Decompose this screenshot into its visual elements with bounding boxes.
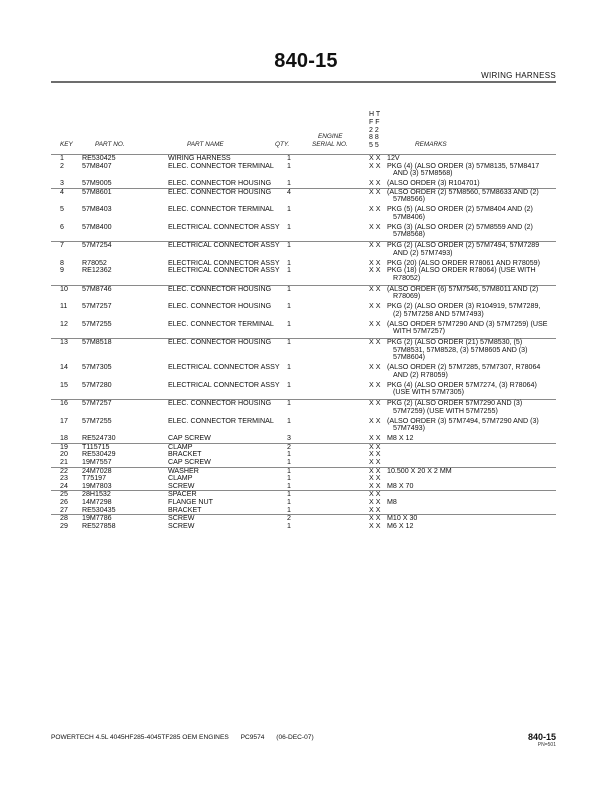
table-row (51, 475, 556, 483)
remark-line: (ALSO ORDER 57M7290 AND (3) 57M7259) (USE (387, 319, 548, 328)
remark-line: M6 X 12 (387, 521, 414, 530)
row-remarks (387, 491, 557, 499)
remark-line: (ALSO ORDER (3) R104701) (387, 179, 480, 188)
remark-line: (ALSO ORDER (2) 57M8560, 57M8633 AND (2) (387, 187, 539, 196)
remark-line: 57M7259) (USE WITH 57M7255) (393, 406, 498, 415)
table-row (51, 163, 556, 178)
row-part-number: 19M7557 (82, 457, 112, 466)
row-quantity: 1 (287, 466, 291, 475)
remark-line: PKG (18) (ALSO ORDER R78064) (USE WITH (387, 266, 536, 275)
remark-line: M8 (387, 497, 397, 506)
table-row (51, 435, 556, 443)
remark-line: 10.500 X 20 X 2 MM (387, 466, 452, 475)
row-quantity: 1 (287, 222, 291, 231)
table-row (51, 490, 556, 499)
row-part-name: ELEC. CONNECTOR TERMINAL (168, 161, 274, 170)
row-remarks (387, 286, 557, 301)
row-model-applicability: X X (369, 434, 381, 443)
row-model-applicability: X X (369, 363, 381, 372)
header-model-columns: H T F F 2 2 8 8 5 5 (369, 111, 381, 150)
row-model-applicability: X X (369, 338, 381, 347)
table-row (51, 483, 556, 491)
row-part-number: 19M7803 (82, 481, 112, 490)
row-part-number: 57M7254 (82, 241, 112, 250)
row-part-number: T115715 (82, 442, 110, 451)
row-remarks (387, 435, 557, 443)
row-key: 17 (60, 416, 68, 425)
header-key: KEY (60, 141, 73, 148)
row-part-number: RE530429 (82, 450, 116, 459)
section-title: WIRING HARNESS (481, 71, 556, 80)
table-row (51, 418, 556, 433)
row-part-number: RE527858 (82, 521, 116, 530)
row-key: 13 (60, 338, 68, 347)
footer-doc-title: POWERTECH 4.5L 4045HF285-4045TF285 OEM ENGINES (51, 734, 229, 741)
table-row (51, 382, 556, 397)
row-part-number: 57M7280 (82, 380, 112, 389)
remark-line: PKG (2) (ALSO ORDER (3) R104919, 57M7289, (387, 302, 541, 311)
row-part-name: ELEC. CONNECTOR TERMINAL (168, 416, 274, 425)
row-model-applicability: X X (369, 505, 381, 514)
row-part-number: 57M8400 (82, 222, 112, 231)
row-model-applicability: X X (369, 179, 381, 188)
remark-line: (ALSO ORDER (3) 57M7494, 57M7290 AND (3) (387, 416, 539, 425)
remark-line: AND (2) 57M7493) (393, 248, 453, 257)
row-model-applicability: X X (369, 457, 381, 466)
remark-line: (ALSO ORDER (2) 57M7285, 57M7307, R78064 (387, 363, 541, 372)
row-part-name: CLAMP (168, 442, 193, 451)
header-part-no: PART NO. (95, 141, 125, 148)
remark-line: R78052) (393, 273, 421, 282)
row-remarks (387, 468, 557, 476)
row-model-applicability: X X (369, 466, 381, 475)
row-part-number: RE530435 (82, 505, 116, 514)
remark-line: (2) 57M7258 AND 57M7493) (393, 309, 484, 318)
remark-line: 57M8568) (393, 230, 425, 239)
row-part-number: RE12362 (82, 266, 112, 275)
row-remarks (387, 483, 557, 491)
remark-line: M8 X 70 (387, 481, 414, 490)
remark-line (387, 507, 557, 515)
row-key: 3 (60, 179, 64, 188)
footer-page-number: 840-15 (527, 732, 556, 742)
remark-line: PKG (4) (ALSO ORDER (3) 57M8135, 57M8417 (387, 161, 540, 170)
remark-line: WITH 57M7257) (393, 327, 446, 336)
row-part-number: 57M8601 (82, 187, 112, 196)
row-remarks (387, 364, 557, 379)
row-remarks (387, 507, 557, 515)
table-row (51, 523, 556, 531)
header-part-name: PART NAME (187, 141, 224, 148)
footer-doc-code: PC9574 (240, 734, 265, 741)
row-key: 24 (60, 481, 68, 490)
row-quantity: 1 (287, 161, 291, 170)
remark-line: R78069) (393, 292, 421, 301)
table-row (51, 303, 556, 318)
row-model-applicability: X X (369, 187, 381, 196)
remark-line: 57M7493) (393, 424, 425, 433)
row-part-name: CAP SCREW (168, 457, 211, 466)
row-remarks (387, 303, 557, 318)
table-row (51, 459, 556, 467)
remark-line (387, 459, 557, 467)
row-quantity: 1 (287, 416, 291, 425)
row-key: 4 (60, 187, 64, 196)
row-key: 28 (60, 514, 68, 523)
row-key: 25 (60, 490, 68, 499)
remark-line: AND (2) R78059) (393, 370, 448, 379)
remark-line: PKG (5) (ALSO ORDER (2) 57M8404 AND (2) (387, 205, 533, 214)
row-part-name: ELECTRICAL CONNECTOR ASSY (168, 363, 280, 372)
row-quantity: 1 (287, 474, 291, 483)
remark-line: 57M8604) (393, 353, 425, 362)
remark-line: PKG (3) (ALSO ORDER (2) 57M8559 AND (2) (387, 222, 533, 231)
header-serial-no: SERIAL NO. (312, 141, 348, 148)
row-quantity: 1 (287, 490, 291, 499)
row-remarks (387, 189, 557, 204)
row-key: 27 (60, 505, 68, 514)
row-part-number: 28H1532 (82, 490, 111, 499)
row-remarks (387, 444, 557, 452)
row-part-name: ELEC. CONNECTOR HOUSING (168, 302, 272, 311)
row-quantity: 1 (287, 241, 291, 250)
row-part-name: ELEC. CONNECTOR TERMINAL (168, 205, 274, 214)
row-remarks (387, 400, 557, 415)
row-key: 15 (60, 380, 68, 389)
footer-pn: PN=501 (537, 742, 556, 748)
row-part-name: SPACER (168, 490, 197, 499)
remark-line: (ALSO ORDER (6) 57M7546, 57M8011 AND (2) (387, 284, 539, 293)
remark-line: 12V (387, 154, 400, 162)
row-key: 18 (60, 434, 68, 443)
table-row (51, 499, 556, 507)
table-row (51, 399, 556, 415)
row-key: 23 (60, 474, 68, 483)
remark-line: PKG (2) (ALSO ORDER (2) 57M7494, 57M7289 (387, 241, 540, 250)
remark-line: PKG (2) (ALSO ORDER 57M7290 AND (3) (387, 399, 523, 408)
row-part-name: FLANGE NUT (168, 497, 213, 506)
table-row (51, 285, 556, 301)
remark-line (387, 444, 557, 452)
row-model-applicability: X X (369, 416, 381, 425)
row-remarks (387, 267, 557, 282)
row-part-name: ELECTRICAL CONNECTOR ASSY (168, 258, 280, 267)
table-row (51, 338, 556, 362)
row-key: 10 (60, 284, 68, 293)
row-part-number: RE530425 (82, 154, 116, 162)
row-quantity: 1 (287, 505, 291, 514)
table-row (51, 507, 556, 515)
table-row (51, 364, 556, 379)
row-key: 9 (60, 266, 64, 275)
row-model-applicability: X X (369, 319, 381, 328)
remark-line: M8 X 12 (387, 434, 414, 443)
row-quantity: 4 (287, 187, 291, 196)
row-key: 12 (60, 319, 68, 328)
row-part-number: 57M8403 (82, 205, 112, 214)
remark-line: PKG (20) (ALSO ORDER R78061 AND R78059) (387, 258, 540, 267)
table-row (51, 451, 556, 459)
row-remarks (387, 206, 557, 221)
remark-line: 57M8566) (393, 195, 425, 204)
row-key: 14 (60, 363, 68, 372)
row-quantity: 1 (287, 258, 291, 267)
row-quantity: 2 (287, 514, 291, 523)
row-part-name: CLAMP (168, 474, 193, 483)
remark-line: PKG (4) (ALSO ORDER 57M7274, (3) R78064) (387, 380, 537, 389)
row-remarks (387, 339, 557, 362)
row-remarks (387, 523, 557, 531)
row-part-name: ELEC. CONNECTOR HOUSING (168, 187, 272, 196)
row-part-number: 57M7305 (82, 363, 112, 372)
row-part-name: WASHER (168, 466, 199, 475)
row-part-number: 57M8746 (82, 284, 112, 293)
row-model-applicability: X X (369, 161, 381, 170)
row-part-number: 57M8407 (82, 161, 112, 170)
row-quantity: 1 (287, 284, 291, 293)
row-part-number: 57M8518 (82, 338, 112, 347)
row-model-applicability: X X (369, 474, 381, 483)
row-part-name: ELEC. CONNECTOR HOUSING (168, 399, 272, 408)
remark-line: 57M8531, 57M8528, (3) 57M8605 AND (3) (393, 345, 528, 354)
row-quantity: 1 (287, 154, 291, 162)
header-remarks: REMARKS (415, 141, 447, 148)
row-model-applicability: X X (369, 266, 381, 275)
row-quantity: 1 (287, 497, 291, 506)
row-model-applicability: X X (369, 241, 381, 250)
header-qty: QTY. (275, 141, 290, 148)
row-part-name: ELEC. CONNECTOR HOUSING (168, 179, 272, 188)
remark-line: 57M8406) (393, 212, 425, 221)
row-quantity: 1 (287, 302, 291, 311)
row-quantity: 1 (287, 338, 291, 347)
row-key: 21 (60, 457, 68, 466)
row-model-applicability: X X (369, 521, 381, 530)
row-part-name: ELEC. CONNECTOR TERMINAL (168, 319, 274, 328)
remark-line (387, 491, 557, 499)
row-key: 16 (60, 399, 68, 408)
row-part-number: 19M7786 (82, 514, 112, 523)
row-model-applicability: X X (369, 222, 381, 231)
row-key: 11 (60, 302, 68, 311)
row-key: 8 (60, 258, 64, 267)
row-part-number: 14M7298 (82, 497, 112, 506)
row-part-number: 57M7255 (82, 319, 112, 328)
row-quantity: 1 (287, 266, 291, 275)
row-remarks (387, 163, 557, 178)
row-model-applicability: X X (369, 302, 381, 311)
row-remarks (387, 418, 557, 433)
remark-line: M10 X 30 (387, 514, 418, 523)
table-row (51, 206, 556, 221)
row-key: 2 (60, 161, 64, 170)
row-key: 7 (60, 241, 64, 250)
row-model-applicability: X X (369, 450, 381, 459)
parts-table (51, 154, 556, 530)
row-remarks (387, 242, 557, 257)
row-part-name: WIRING HARNESS (168, 154, 231, 162)
row-part-number: RE524730 (82, 434, 116, 443)
row-part-name: SCREW (168, 514, 195, 523)
row-key: 1 (60, 154, 64, 162)
row-part-name: ELECTRICAL CONNECTOR ASSY (168, 380, 280, 389)
row-model-applicability: X X (369, 205, 381, 214)
row-part-name: ELECTRICAL CONNECTOR ASSY (168, 222, 280, 231)
row-quantity: 1 (287, 363, 291, 372)
row-quantity: 1 (287, 205, 291, 214)
row-key: 5 (60, 205, 64, 214)
row-part-number: 57M7257 (82, 302, 112, 311)
row-remarks (387, 499, 557, 507)
row-quantity: 3 (287, 434, 291, 443)
table-row (51, 224, 556, 239)
table-row (51, 241, 556, 257)
row-model-applicability: X X (369, 284, 381, 293)
row-remarks (387, 451, 557, 459)
row-part-name: SCREW (168, 521, 195, 530)
row-quantity: 1 (287, 521, 291, 530)
row-quantity: 1 (287, 380, 291, 389)
row-part-name: BRACKET (168, 505, 202, 514)
row-key: 6 (60, 222, 64, 231)
row-quantity: 1 (287, 450, 291, 459)
footer-doc-info (51, 734, 324, 741)
row-key: 26 (60, 497, 68, 506)
footer-date: (06-DEC-07) (276, 734, 314, 741)
row-part-number: R78052 (82, 258, 107, 267)
title-divider (51, 81, 556, 83)
remark-line: PKG (2) (ALSO ORDER (21) 57M8530, (5) (387, 338, 523, 347)
row-quantity: 1 (287, 399, 291, 408)
row-part-number: 57M9005 (82, 179, 112, 188)
row-model-applicability: X X (369, 497, 381, 506)
row-model-applicability: X X (369, 380, 381, 389)
table-row (51, 188, 556, 204)
row-quantity: 1 (287, 179, 291, 188)
row-part-name: ELEC. CONNECTOR HOUSING (168, 284, 272, 293)
row-part-number: T75197 (82, 474, 107, 483)
row-part-number: 57M7255 (82, 416, 112, 425)
row-remarks (387, 382, 557, 397)
row-key: 29 (60, 521, 68, 530)
table-row (51, 180, 556, 188)
remark-line: (USE WITH 57M7305) (393, 388, 464, 397)
row-key: 19 (60, 442, 68, 451)
row-quantity: 2 (287, 442, 291, 451)
row-part-name: ELECTRICAL CONNECTOR ASSY (168, 241, 280, 250)
remark-line: AND (3) 57M8568) (393, 169, 453, 178)
row-part-number: 57M7257 (82, 399, 112, 408)
row-part-name: SCREW (168, 481, 195, 490)
table-row (51, 514, 556, 523)
row-remarks (387, 224, 557, 239)
row-quantity: 1 (287, 319, 291, 328)
row-model-applicability: X X (369, 154, 381, 162)
row-remarks (387, 459, 557, 467)
header-engine: ENGINE (318, 133, 343, 140)
page-title: 840-15 (274, 50, 338, 72)
row-quantity: 1 (287, 481, 291, 490)
row-model-applicability: X X (369, 490, 381, 499)
row-part-number: 24M7028 (82, 466, 112, 475)
row-part-name: ELEC. CONNECTOR HOUSING (168, 338, 272, 347)
row-model-applicability: X X (369, 442, 381, 451)
table-row (51, 321, 556, 336)
row-part-name: CAP SCREW (168, 434, 211, 443)
table-row (51, 467, 556, 476)
remark-line (387, 451, 557, 459)
row-remarks (387, 180, 557, 188)
row-model-applicability: X X (369, 399, 381, 408)
table-row (51, 267, 556, 282)
row-model-applicability: X X (369, 258, 381, 267)
row-remarks (387, 321, 557, 336)
row-model-applicability: X X (369, 514, 381, 523)
row-model-applicability: X X (369, 481, 381, 490)
table-row (51, 443, 556, 452)
row-key: 22 (60, 466, 68, 475)
row-quantity: 1 (287, 457, 291, 466)
row-key: 20 (60, 450, 68, 459)
row-part-name: BRACKET (168, 450, 202, 459)
row-part-name: ELECTRICAL CONNECTOR ASSY (168, 266, 280, 275)
